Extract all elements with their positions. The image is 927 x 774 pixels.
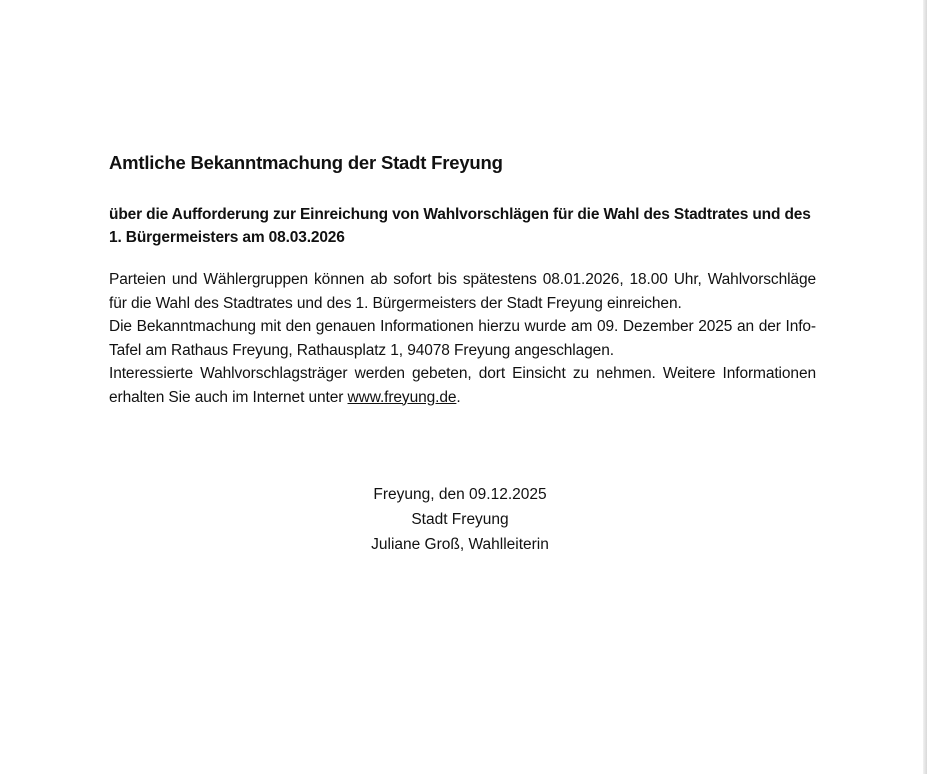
paragraph-posting: Die Bekanntmachung mit den genauen Informationen hierzu wurde am 09. Dezember 2025 an der Info-Tafel am Rathaus Freyung, Rathausplatz 1, 94078 Freyung angeschlagen. (109, 318, 816, 359)
issuing-authority: Stadt Freyung (411, 511, 509, 528)
paragraph-information-text: Interessierte Wahlvorschlagsträger werden gebeten, dort Einsicht zu nehmen. Weitere Informationen erhalten Sie auch im Internet unter (109, 365, 816, 406)
notice-subject: über die Aufforderung zur Einreichung von Wahlvorschlägen für die Wahl des Stadtrates und des 1. Bürgermeisters am 08.03.2026 (109, 206, 811, 246)
signature-block (310, 482, 610, 557)
scan-edge (923, 0, 927, 774)
paragraph-deadline: Parteien und Wählergruppen können ab sofort bis spätestens 08.01.2026, 18.00 Uhr, Wahlvorschläge für die Wahl des Stadtrates und des 1. Bürgermeisters der Stadt Freyung einreichen. (109, 271, 816, 312)
website-link[interactable]: www.freyung.de (347, 388, 457, 406)
place-date: Freyung, den 09.12.2025 (373, 486, 547, 503)
notice-title: Amtliche Bekanntmachung der Stadt Freyung (109, 152, 503, 173)
signer-name: Juliane Groß, Wahlleiterin (371, 536, 549, 553)
notice-body (109, 268, 816, 409)
paragraph-information (109, 362, 816, 409)
paragraph-information-end: . (456, 388, 461, 406)
